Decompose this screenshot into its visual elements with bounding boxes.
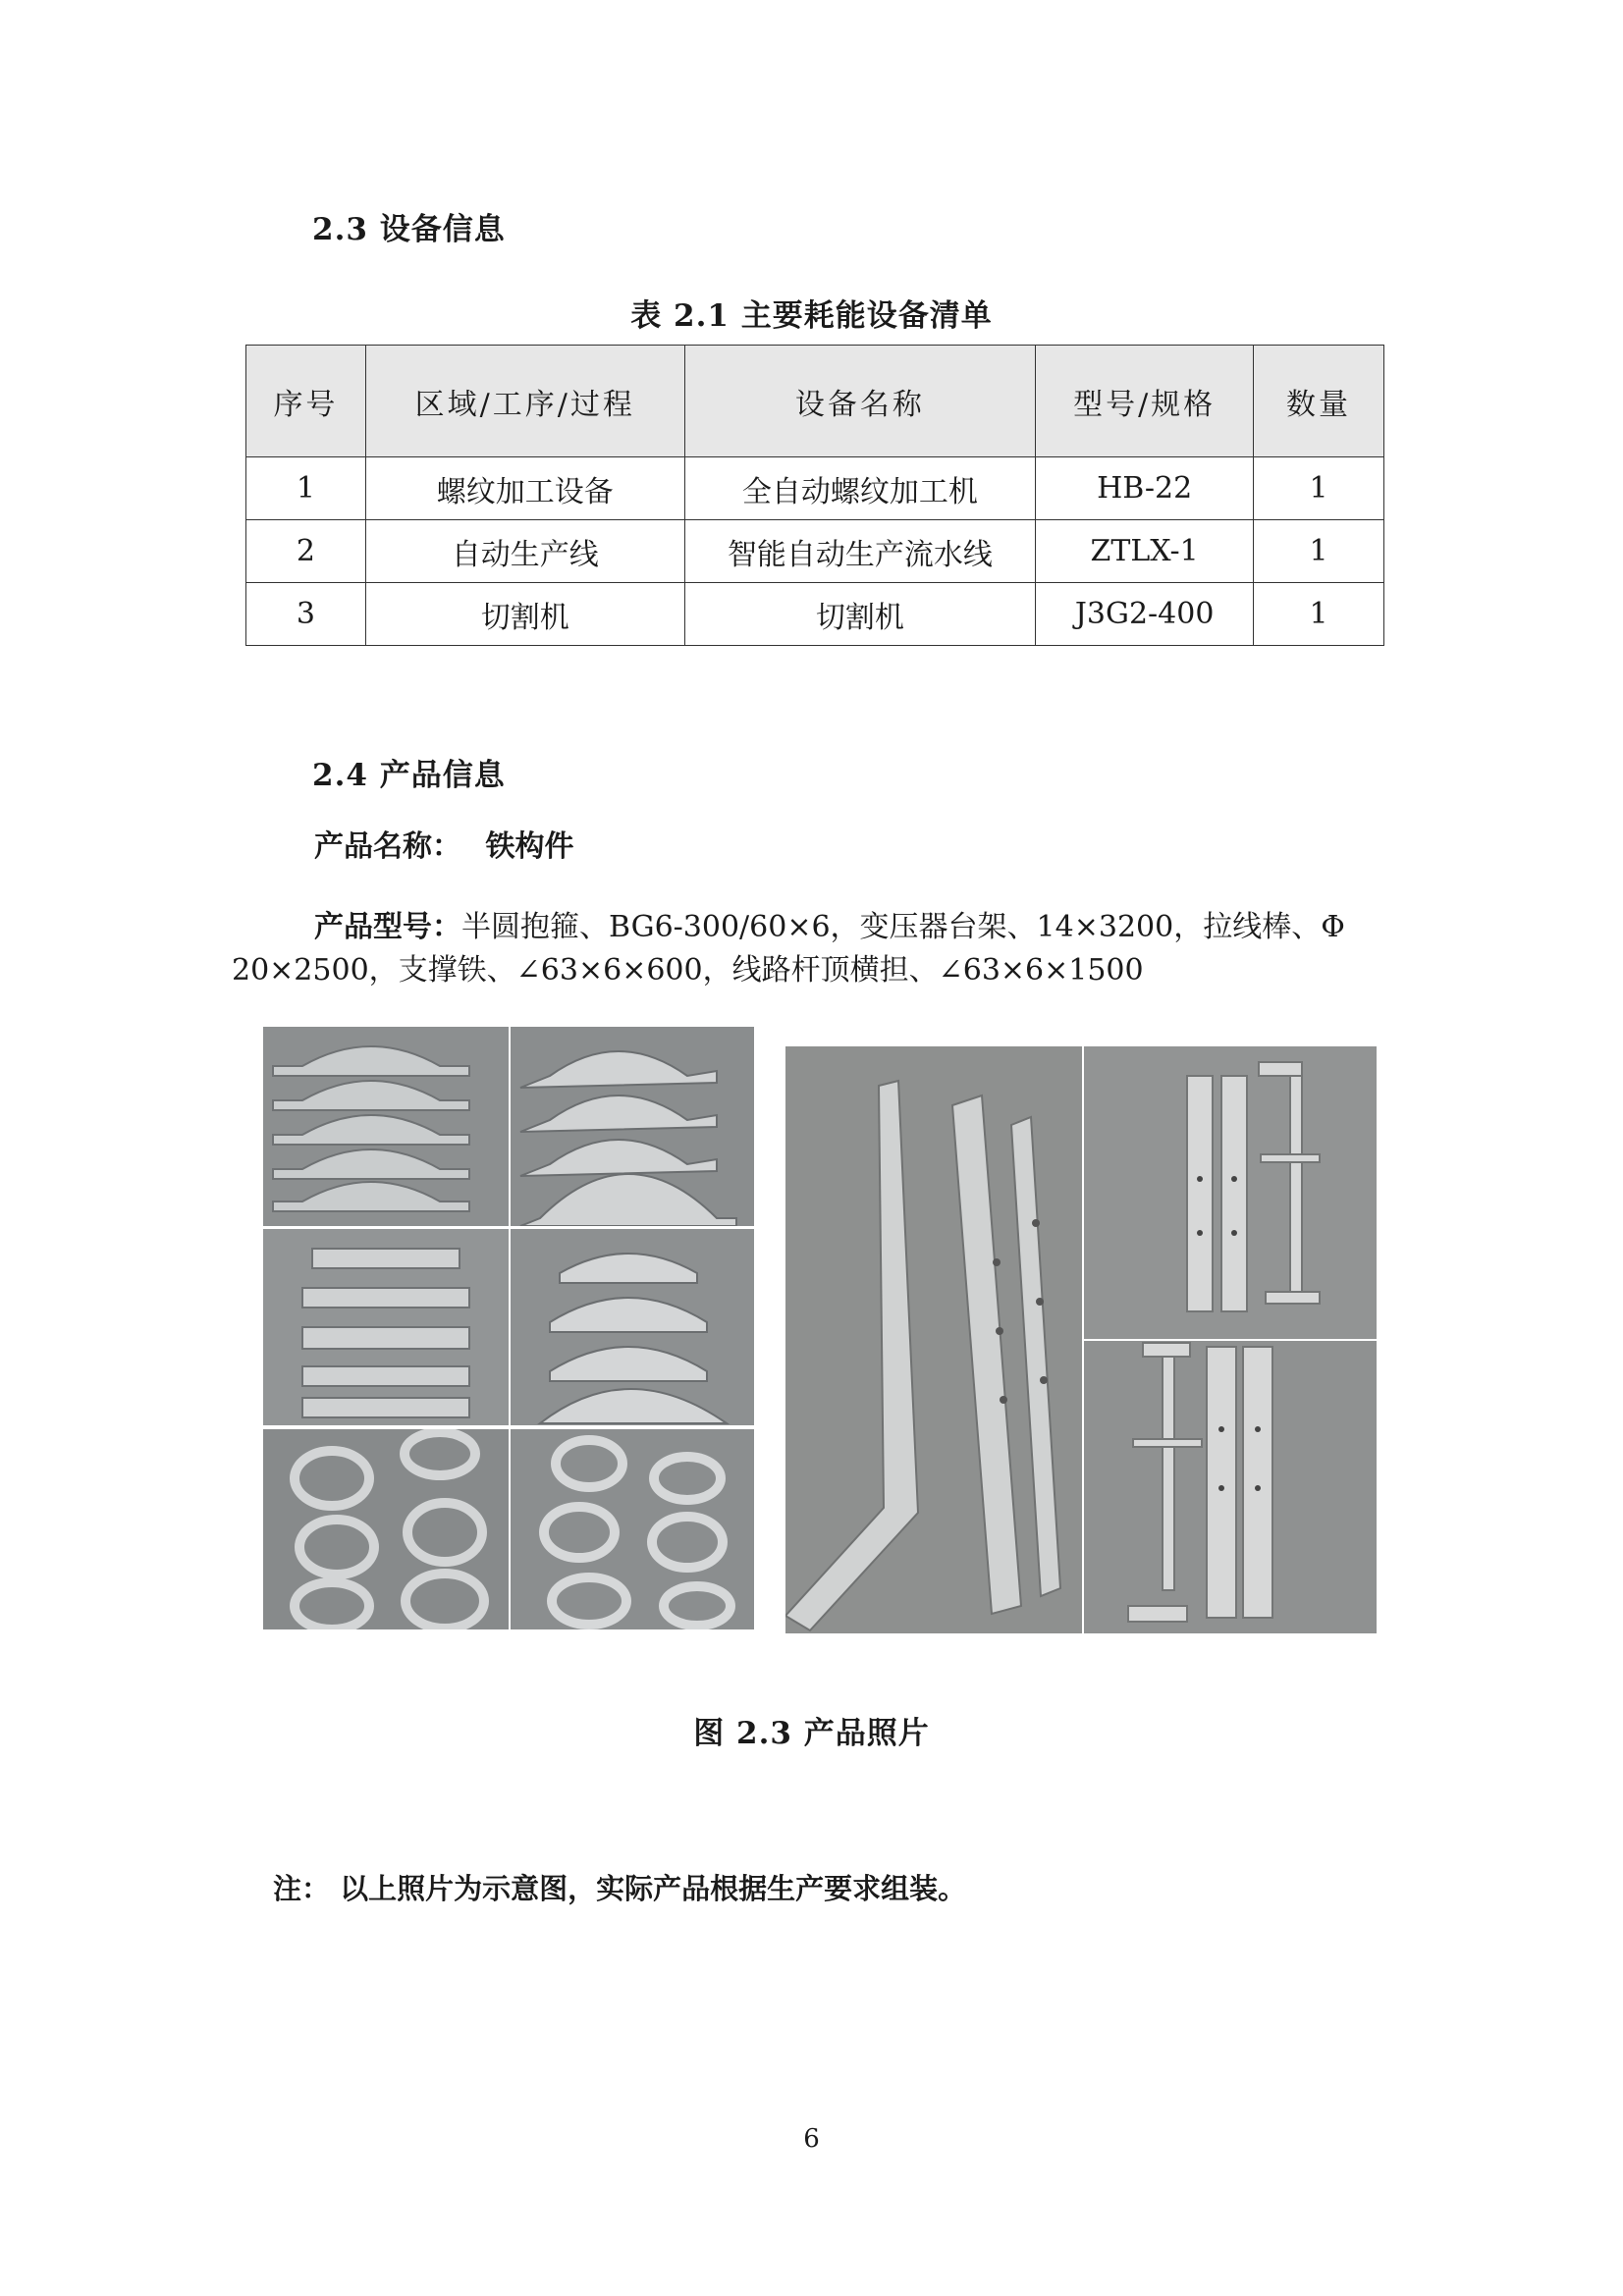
photo-round-clamps-1 [263,1429,509,1629]
product-name-line [314,825,573,870]
table-caption: 表 2.1 主要耗能设备清单 [630,298,993,334]
cell-index: 3 [246,583,366,646]
header-cell-index: 序号 [246,346,366,457]
photo-round-clamps-2 [511,1429,754,1629]
product-name-value: 铁构件 [485,829,574,864]
section-heading-2-4: 2.4 产品信息 [312,758,506,793]
cell-area: 螺纹加工设备 [365,457,684,520]
cell-quantity: 1 [1254,520,1384,583]
note-text: 注： 以上照片为示意图，实际产品根据生产要求组装。 [273,1872,967,1905]
photo-angle-iron-crossarm [785,1046,1082,1633]
cell-model: ZTLX-1 [1036,520,1254,583]
header-cell-equipment-name: 设备名称 [684,346,1036,457]
table-row [246,583,1384,646]
cell-equipment-name: 全自动螺纹加工机 [684,457,1036,520]
cell-model: HB-22 [1036,457,1254,520]
table-row [246,457,1384,520]
product-model-label: 产品型号： [314,910,461,944]
cell-quantity: 1 [1254,583,1384,646]
photo-half-clamps-4 [511,1229,754,1425]
product-photo-collage-clamps [263,1027,754,1629]
photo-half-clamps-1 [263,1027,509,1226]
section-heading-2-3: 2.3 设备信息 [312,212,506,247]
product-model-line1 [314,905,1345,950]
product-model-text-1: 半圆抱箍、BG6-300/60×6，变压器台架、14×3200，拉线棒、Φ [461,910,1345,944]
cell-index: 2 [246,520,366,583]
equipment-table [245,345,1384,646]
photo-half-clamps-3 [263,1229,509,1425]
photo-half-clamps-2 [511,1027,754,1226]
cell-equipment-name: 切割机 [684,583,1036,646]
table-header-row [246,346,1384,457]
cell-area: 切割机 [365,583,684,646]
table-row [246,520,1384,583]
product-model-line2: 20×2500，支撑铁、∠63×6×600，线路杆顶横担、∠63×6×1500 [232,953,1144,988]
photo-support-iron-1 [1084,1046,1377,1339]
header-cell-model: 型号/规格 [1036,346,1254,457]
photo-support-iron-2 [1084,1341,1377,1633]
header-cell-quantity: 数量 [1254,346,1384,457]
cell-model: J3G2-400 [1036,583,1254,646]
header-cell-area: 区域/工序/过程 [365,346,684,457]
cell-equipment-name: 智能自动生产流水线 [684,520,1036,583]
page-number: 6 [803,2124,820,2154]
cell-index: 1 [246,457,366,520]
cell-area: 自动生产线 [365,520,684,583]
figure-caption: 图 2.3 产品照片 [693,1716,930,1751]
cell-quantity: 1 [1254,457,1384,520]
product-name-label: 产品名称： [314,829,461,864]
